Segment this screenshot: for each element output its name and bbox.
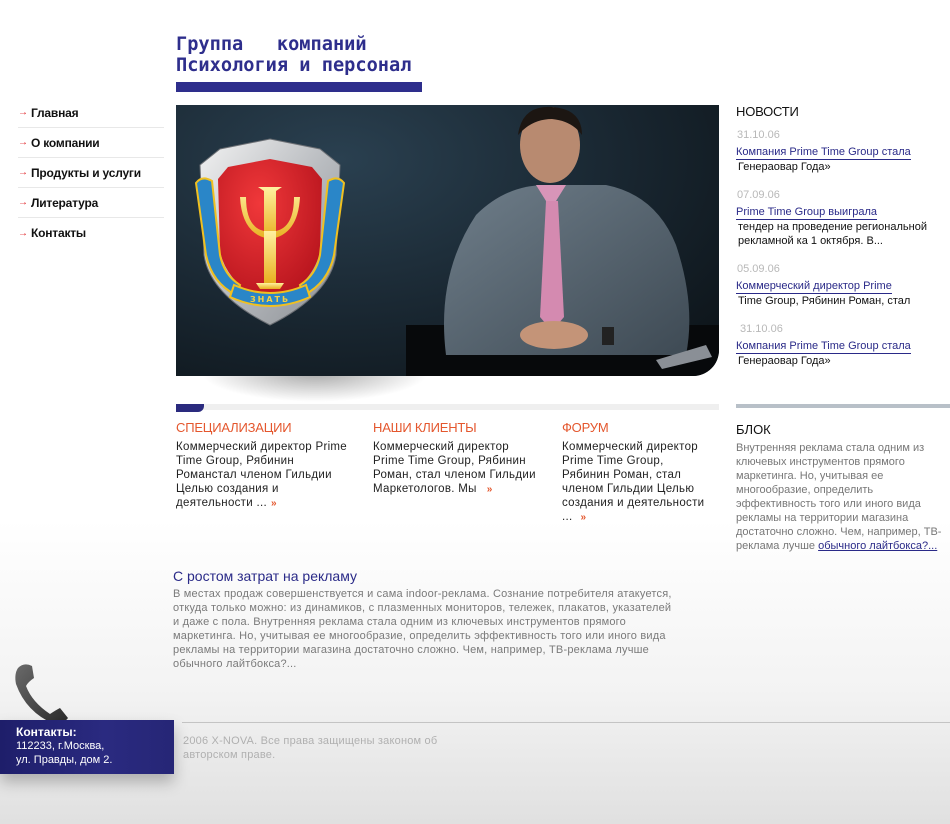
contacts-box [0, 720, 174, 774]
news-text: тендер на проведение региональной рекламной ка 1 октября. В... [738, 221, 927, 247]
logo-line-1: Группа компаний [176, 33, 367, 55]
blok-heading: БЛОК [736, 422, 771, 437]
arrow-right-icon: → [18, 227, 28, 239]
footer-divider [182, 722, 950, 723]
nav-item-products[interactable] [18, 158, 164, 188]
main-navigation [18, 98, 164, 248]
column-clients [373, 420, 543, 497]
column-title[interactable]: СПЕЦИАЛИЗАЦИИ [176, 420, 292, 435]
blok-read-more-link[interactable]: обычного лайтбокса?... [818, 540, 938, 552]
hero-banner [176, 105, 719, 376]
column-specializations [176, 420, 356, 511]
blok-text-body: Внутренняя реклама стала одним из ключевых инструментов прямого маркетинга. Но, учитывая ее многообразие, определить эффективность того или иного вида рекламы на территории магазина достаточно сложно. Чем, например, ТВ-реклама лучше [736, 442, 942, 552]
article [173, 568, 673, 671]
contacts-address-line-2: ул. Правды, дом 2. [16, 754, 113, 766]
column-title[interactable]: ФОРУМ [562, 420, 609, 435]
news-item [736, 262, 946, 308]
nav-item-contacts[interactable] [18, 218, 164, 248]
news-item [736, 128, 946, 174]
copyright-text: 2006 X-NOVA. Все права защищены законом об авторском праве. [183, 735, 438, 761]
news-text: Генераовар Года» [738, 355, 831, 367]
news-date: 05.09.06 [737, 263, 780, 275]
news-heading: НОВОСТИ [736, 104, 799, 119]
column-text-body: Коммерческий директор Prime Time Group, Рябинин Роман, стал членом Гильдии Маркетологов. Мы [373, 441, 536, 495]
news-link[interactable]: Prime Time Group выиграла [736, 206, 877, 218]
news-panel [736, 104, 946, 382]
news-date: 31.10.06 [737, 129, 780, 141]
nav-item-label: Продукты и услуги [31, 165, 141, 180]
arrow-right-icon: → [18, 167, 28, 178]
blok-text [736, 441, 950, 553]
news-item [736, 188, 946, 248]
arrow-right-icon: → [18, 137, 28, 148]
more-arrow-icon[interactable]: » [486, 484, 493, 495]
more-arrow-icon[interactable]: » [580, 512, 587, 523]
nav-item-label: Литература [31, 195, 99, 210]
news-text: Time Group, Рябинин Роман, стал [738, 295, 911, 307]
column-title[interactable]: НАШИ КЛИЕНТЫ [373, 420, 477, 435]
news-link[interactable]: Коммерческий директор Prime [736, 280, 892, 292]
article-title[interactable]: С ростом затрат на рекламу [173, 568, 358, 584]
news-date: 31.10.06 [740, 323, 783, 335]
column-text-body: Коммерческий директор Prime Time Group, Рябинин Романстал членом Гильдии Целью создания и деятельности ... [176, 441, 347, 509]
svg-text:ЗНАТЬ: ЗНАТЬ [249, 295, 291, 304]
column-text [176, 440, 356, 511]
news-date: 07.09.06 [737, 189, 780, 201]
column-forum [562, 420, 712, 525]
contacts-address-line-1: 112233, г.Москва, [16, 740, 105, 752]
logo-line-2: Психология и персонал [176, 54, 412, 76]
news-item [736, 322, 946, 368]
column-text [373, 440, 543, 497]
businessman-photo [406, 105, 719, 376]
hero-shadow [200, 372, 430, 402]
nav-item-label: О компании [31, 135, 100, 150]
site-logo[interactable] [176, 34, 422, 92]
blok-panel [736, 422, 950, 553]
article-text: В местах продаж совершенствуется и сама indoor-реклама. Сознание потребителя атакуется, откуда только можно: из динамиков, с плазменных мониторов, тележек, плакатов, указателей и даже с пола. Внутренняя реклама стала одним из ключевых инструментов прямого маркетинга. Но, учитывая ее многообразие, определить эффективность того или иного вида рекламы на территории магазина достаточно сложно. Чем, например, ТВ-реклама лучше обычного лайтбокса?... [173, 588, 672, 670]
news-text: Генераовар Года» [738, 161, 831, 173]
more-arrow-icon[interactable]: » [270, 498, 277, 509]
nav-item-about[interactable] [18, 128, 164, 158]
logo-underline-bar [176, 82, 422, 92]
nav-item-home[interactable] [18, 98, 164, 128]
arrow-right-icon: → [18, 197, 28, 208]
sidebar-divider [736, 404, 950, 408]
column-text-body: Коммерческий директор Prime Time Group, Рябинин Роман, стал членом Гильдии Целью создания и деятельности ... [562, 441, 705, 523]
news-link[interactable]: Компания Prime Time Group стала [736, 340, 911, 352]
news-link[interactable]: Компания Prime Time Group стала [736, 146, 911, 158]
nav-item-literature[interactable] [18, 188, 164, 218]
arrow-right-icon: → [18, 107, 28, 118]
psychology-shield-emblem [190, 135, 350, 330]
section-divider [176, 404, 719, 410]
nav-item-label: Главная [31, 105, 79, 120]
section-divider-accent [176, 404, 204, 412]
nav-item-label: Контакты [31, 226, 86, 240]
column-text [562, 440, 712, 525]
contacts-title: Контакты: [16, 725, 77, 739]
